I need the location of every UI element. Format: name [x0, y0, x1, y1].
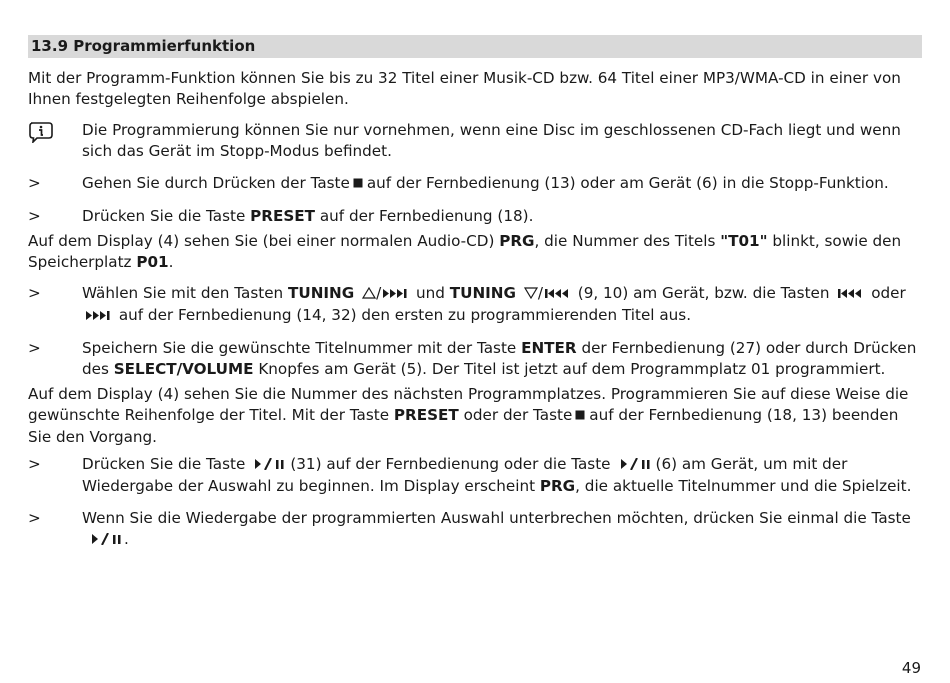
step-row [28, 454, 922, 497]
step-row [28, 283, 922, 327]
info-icon [28, 120, 82, 162]
step-text: Wählen Sie mit den Tasten TUNING / und TUNING / (9, 10) am Gerät, bzw. die Tasten oder auf der Fernbedienung (14, 32) den ersten zu programmierenden Titel aus. [82, 283, 922, 327]
bullet-marker: > [28, 174, 41, 192]
intro-paragraph: Mit der Programm-Funktion können Sie bis zu 32 Titel einer Musik-CD bzw. 64 Titel einer MP3/WMA-CD in einer von Ihnen festgelegten Reihenfolge abspielen. [28, 69, 901, 108]
step-text-part: Wenn Sie die Wiedergabe der programmierten Auswahl unterbrechen möchten, drücken Sie einmal die Taste [82, 509, 911, 527]
stop-icon [575, 406, 586, 427]
step-row [28, 206, 922, 227]
step-text [82, 173, 922, 195]
step-text-part: (6) am Gerät, um mit der Wiedergabe der Auswahl zu beginnen. Im Display erscheint [82, 455, 848, 495]
key-label: TUNING [449, 284, 516, 302]
step-text-part: Gehen Sie durch Drücken der Taste [82, 174, 350, 192]
bullet-marker: > [28, 339, 41, 357]
step-text-part: Knopfes am Gerät (5). Der Titel ist jetzt auf dem Programmplatz 01 programmiert. [258, 360, 886, 378]
step-row [28, 173, 922, 195]
key-label: SELECT/VOLUME [113, 360, 254, 378]
step-text-part: Drücken Sie die Taste [82, 207, 246, 225]
step-text-part: der Fernbedienung (27) oder durch Drücken des [82, 339, 917, 378]
bullet-marker: > [28, 207, 41, 225]
prev-icon [837, 284, 863, 305]
step-row [28, 508, 922, 551]
key-label: TUNING [288, 284, 355, 302]
display-label: "T01" [720, 232, 768, 250]
display-label: P01 [136, 253, 169, 271]
note-row [28, 120, 922, 162]
para-part: , die Nummer des Titels [534, 232, 721, 250]
step-text-part: (9, 10) am Gerät, bzw. die Tasten [577, 284, 830, 302]
manual-page [28, 35, 922, 562]
key-label: ENTER [521, 339, 577, 357]
next-icon [85, 306, 111, 327]
para-part: auf der Fernbedienung (18, 13) beenden Sie den Vorgang. [28, 406, 899, 446]
step-text-part: Speichern Sie die gewünschte Titelnummer mit der Taste [82, 339, 517, 357]
para-part: Auf dem Display (4) sehen Sie die Nummer des nächsten Programmplatzes. Programmieren Sie auf diese Weise die gewünschte Reihenfolge der Titel. Mit der Taste [28, 385, 909, 424]
page-number: 49 [901, 659, 921, 677]
display-paragraph [28, 384, 922, 448]
step-text-part: oder [871, 284, 906, 302]
para-part: oder der Taste [463, 406, 573, 424]
step-text-part: , die aktuelle Titelnummer und die Spielzeit. [575, 477, 912, 495]
play-pause-icon [90, 530, 124, 551]
play-pause-icon [619, 455, 653, 476]
para-part: blinkt, sowie den Speicherplatz [28, 232, 902, 271]
step-text [82, 508, 922, 551]
next-icon [382, 284, 408, 305]
step-text-part: Wählen Sie mit den Tasten [82, 284, 284, 302]
step-row [28, 338, 922, 380]
step-text [82, 454, 922, 497]
bullet-marker: > [28, 509, 41, 527]
step-text-part: auf der Fernbedienung (14, 32) den ersten zu programmierenden Titel aus. [118, 306, 692, 324]
step-text-part: (31) auf der Fernbedienung oder die Taste [290, 455, 611, 473]
prev-icon [544, 284, 570, 305]
step-text-part: Drücken Sie die Taste [82, 455, 246, 473]
display-paragraph [28, 231, 922, 273]
step-text [82, 338, 922, 380]
step-text-part: auf der Fernbedienung (18). [319, 207, 534, 225]
para-part: Auf dem Display (4) sehen Sie (bei einer normalen Audio-CD) [28, 232, 495, 250]
display-label: PRG [539, 477, 576, 495]
bullet-marker: > [28, 284, 41, 302]
step-text-part: auf der Fernbedienung (13) oder am Gerät (6) in die Stopp-Funktion. [366, 174, 889, 192]
step-text [82, 206, 922, 227]
key-label: PRESET [393, 406, 459, 424]
step-text-part: und [416, 284, 445, 302]
key-label: PRESET [250, 207, 316, 225]
play-pause-icon [253, 455, 287, 476]
para-part: . [168, 253, 174, 271]
note-text: Die Programmierung können Sie nur vornehmen, wenn eine Disc im geschlossenen CD-Fach liegt und wenn sich das Gerät im Stopp-Modus befindet. [82, 121, 901, 160]
step-text-part: . [124, 530, 129, 548]
triangle-up-icon [362, 284, 376, 305]
triangle-down-icon [524, 284, 538, 305]
bullet-marker: > [28, 455, 41, 473]
display-label: PRG [499, 232, 535, 250]
stop-icon [353, 174, 364, 195]
section-heading: 13.9 Programmierfunktion [28, 35, 922, 58]
